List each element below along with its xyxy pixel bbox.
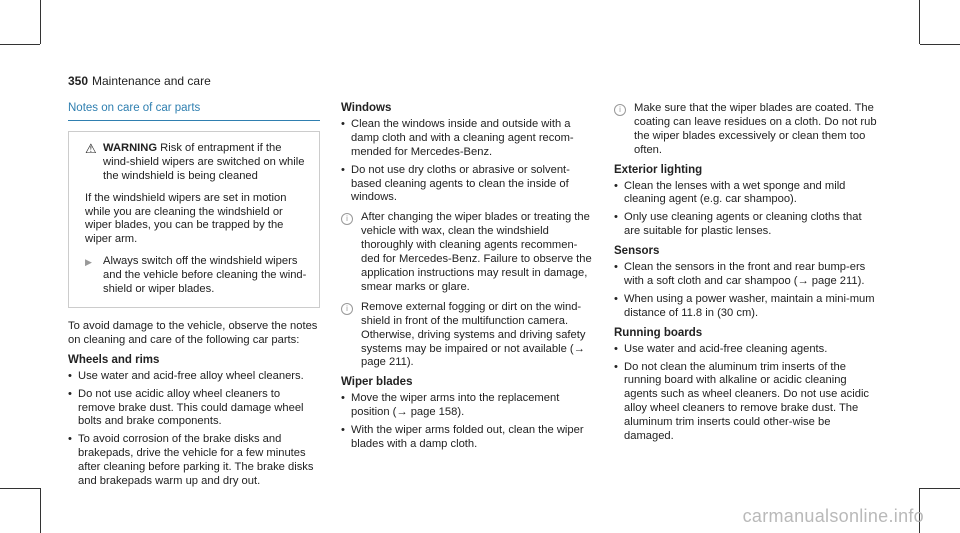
list-item: • When using a power washer, maintain a mini-mum distance of 11.8 in (30 cm). [614, 292, 875, 319]
list-item: • With the wiper arms folded out, clean the wiper blades with a damp cloth. [341, 424, 584, 450]
sensors-list [614, 261, 880, 321]
info-icon: i [341, 301, 361, 371]
note-text: Remove external fogging or dirt on the wind-shield in front of the multifunction camera. Otherwise, driving systems and driving safety systems may be impaired or not available (→ page 211). [361, 300, 586, 369]
crop-mark [0, 44, 40, 45]
list-item: • Do not use acidic alloy wheel cleaners to remove brake dust. This could damage wheel bolts and brake components. [68, 387, 304, 428]
sensors-heading: Sensors [614, 245, 660, 258]
crop-mark [919, 0, 920, 44]
wiper-list [341, 392, 595, 452]
note-text: After changing the wiper blades or treating the vehicle with wax, clean the windshield thoroughly with cleaning agents recommen-ded for Mercedes-Benz. Failure to observe the application instructions may result in damage, smear marks or glare. [361, 211, 592, 293]
list-item: • Use water and acid-free cleaning agents. [614, 342, 828, 355]
list-item: • Clean the lenses with a wet sponge and mild cleaning agent (e.g. car shampoo). [614, 179, 846, 206]
crop-mark [40, 488, 41, 533]
note [341, 301, 595, 371]
crop-mark [40, 0, 41, 44]
note-text: Make sure that the wiper blades are coated. The coating can leave residues on a cloth. Do not rub the wiper blades excessively or clean them too often. [634, 102, 877, 156]
watermark: carmanualsonline.info [742, 506, 924, 526]
column-3 [614, 102, 880, 448]
crop-mark [920, 488, 960, 489]
list-item: • Clean the windows inside and outside with a damp cloth and with a cleaning agent recom-mended for Mercedes-Benz. [341, 117, 574, 158]
warning-body: If the windshield wipers are set in motion while you are cleaning the windshield or wiper blades, you can be trapped by the wiper arm. [85, 191, 287, 246]
windows-heading: Windows [341, 102, 392, 114]
exterior-list [614, 180, 880, 240]
section-title: Notes on care of car parts [68, 102, 320, 121]
running-boards-heading: Running boards [614, 326, 703, 339]
exterior-lighting-heading: Exterior lighting [614, 163, 703, 176]
intro-text: To avoid damage to the vehicle, observe the notes on cleaning and care of the following car parts: [68, 319, 318, 346]
list-item: • Only use cleaning agents or cleaning cloths that are suitable for plastic lenses. [614, 211, 862, 238]
running-list [614, 343, 880, 444]
list-item: • Do not clean the aluminum trim inserts of the running board with alkaline or acidic cleaning agents such as wheel cleaners. Do not use acidic alloy wheel cleaners to remove brake dust. The aluminum trim inserts could other-wise be damaged. [614, 360, 870, 443]
list-item: • Clean the sensors in the front and rear bump-ers with a soft cloth and car shampoo (→ page 211). [614, 261, 866, 287]
list-item: • Use water and acid-free alloy wheel cleaners. [68, 369, 304, 382]
crop-mark [920, 44, 960, 45]
wheels-heading: Wheels and rims [68, 353, 160, 366]
arrow-right-icon: ▶ [85, 257, 92, 268]
info-icon: i [341, 211, 361, 294]
wiper-heading: Wiper blades [341, 376, 413, 389]
warning-label: WARNING [103, 141, 158, 154]
list-item: • Do not use dry cloths or abrasive or solvent-based cleaning agents to clean the inside of windows. [341, 163, 570, 204]
warning-instruction: Always switch off the windshield wipers and the vehicle before cleaning the wind-shield or wiper blades. [103, 255, 307, 296]
list-item: • To avoid corrosion of the brake disks and brakepads, drive the vehicle for a few minutes after cleaning before parking it. The brake disks and brakepads warm up and dry out. [68, 433, 314, 488]
windows-list [341, 118, 595, 205]
warning-triangle-icon: ⚠ [85, 140, 97, 156]
warning-text: Risk of entrapment if the wind-shield wipers are switched on while the windshield is being cleaned [103, 141, 305, 182]
note [614, 102, 880, 158]
info-icon: i [614, 102, 634, 158]
warning-box [68, 131, 320, 308]
wheels-list [68, 370, 320, 489]
page-header-title: Maintenance and care [92, 74, 211, 88]
crop-mark [0, 488, 40, 489]
page-number: 350 [68, 74, 89, 88]
column-2 [341, 102, 595, 456]
list-item: • Move the wiper arms into the replacement position (→ page 158). [341, 392, 560, 419]
note [341, 211, 595, 294]
column-1 [68, 102, 320, 493]
